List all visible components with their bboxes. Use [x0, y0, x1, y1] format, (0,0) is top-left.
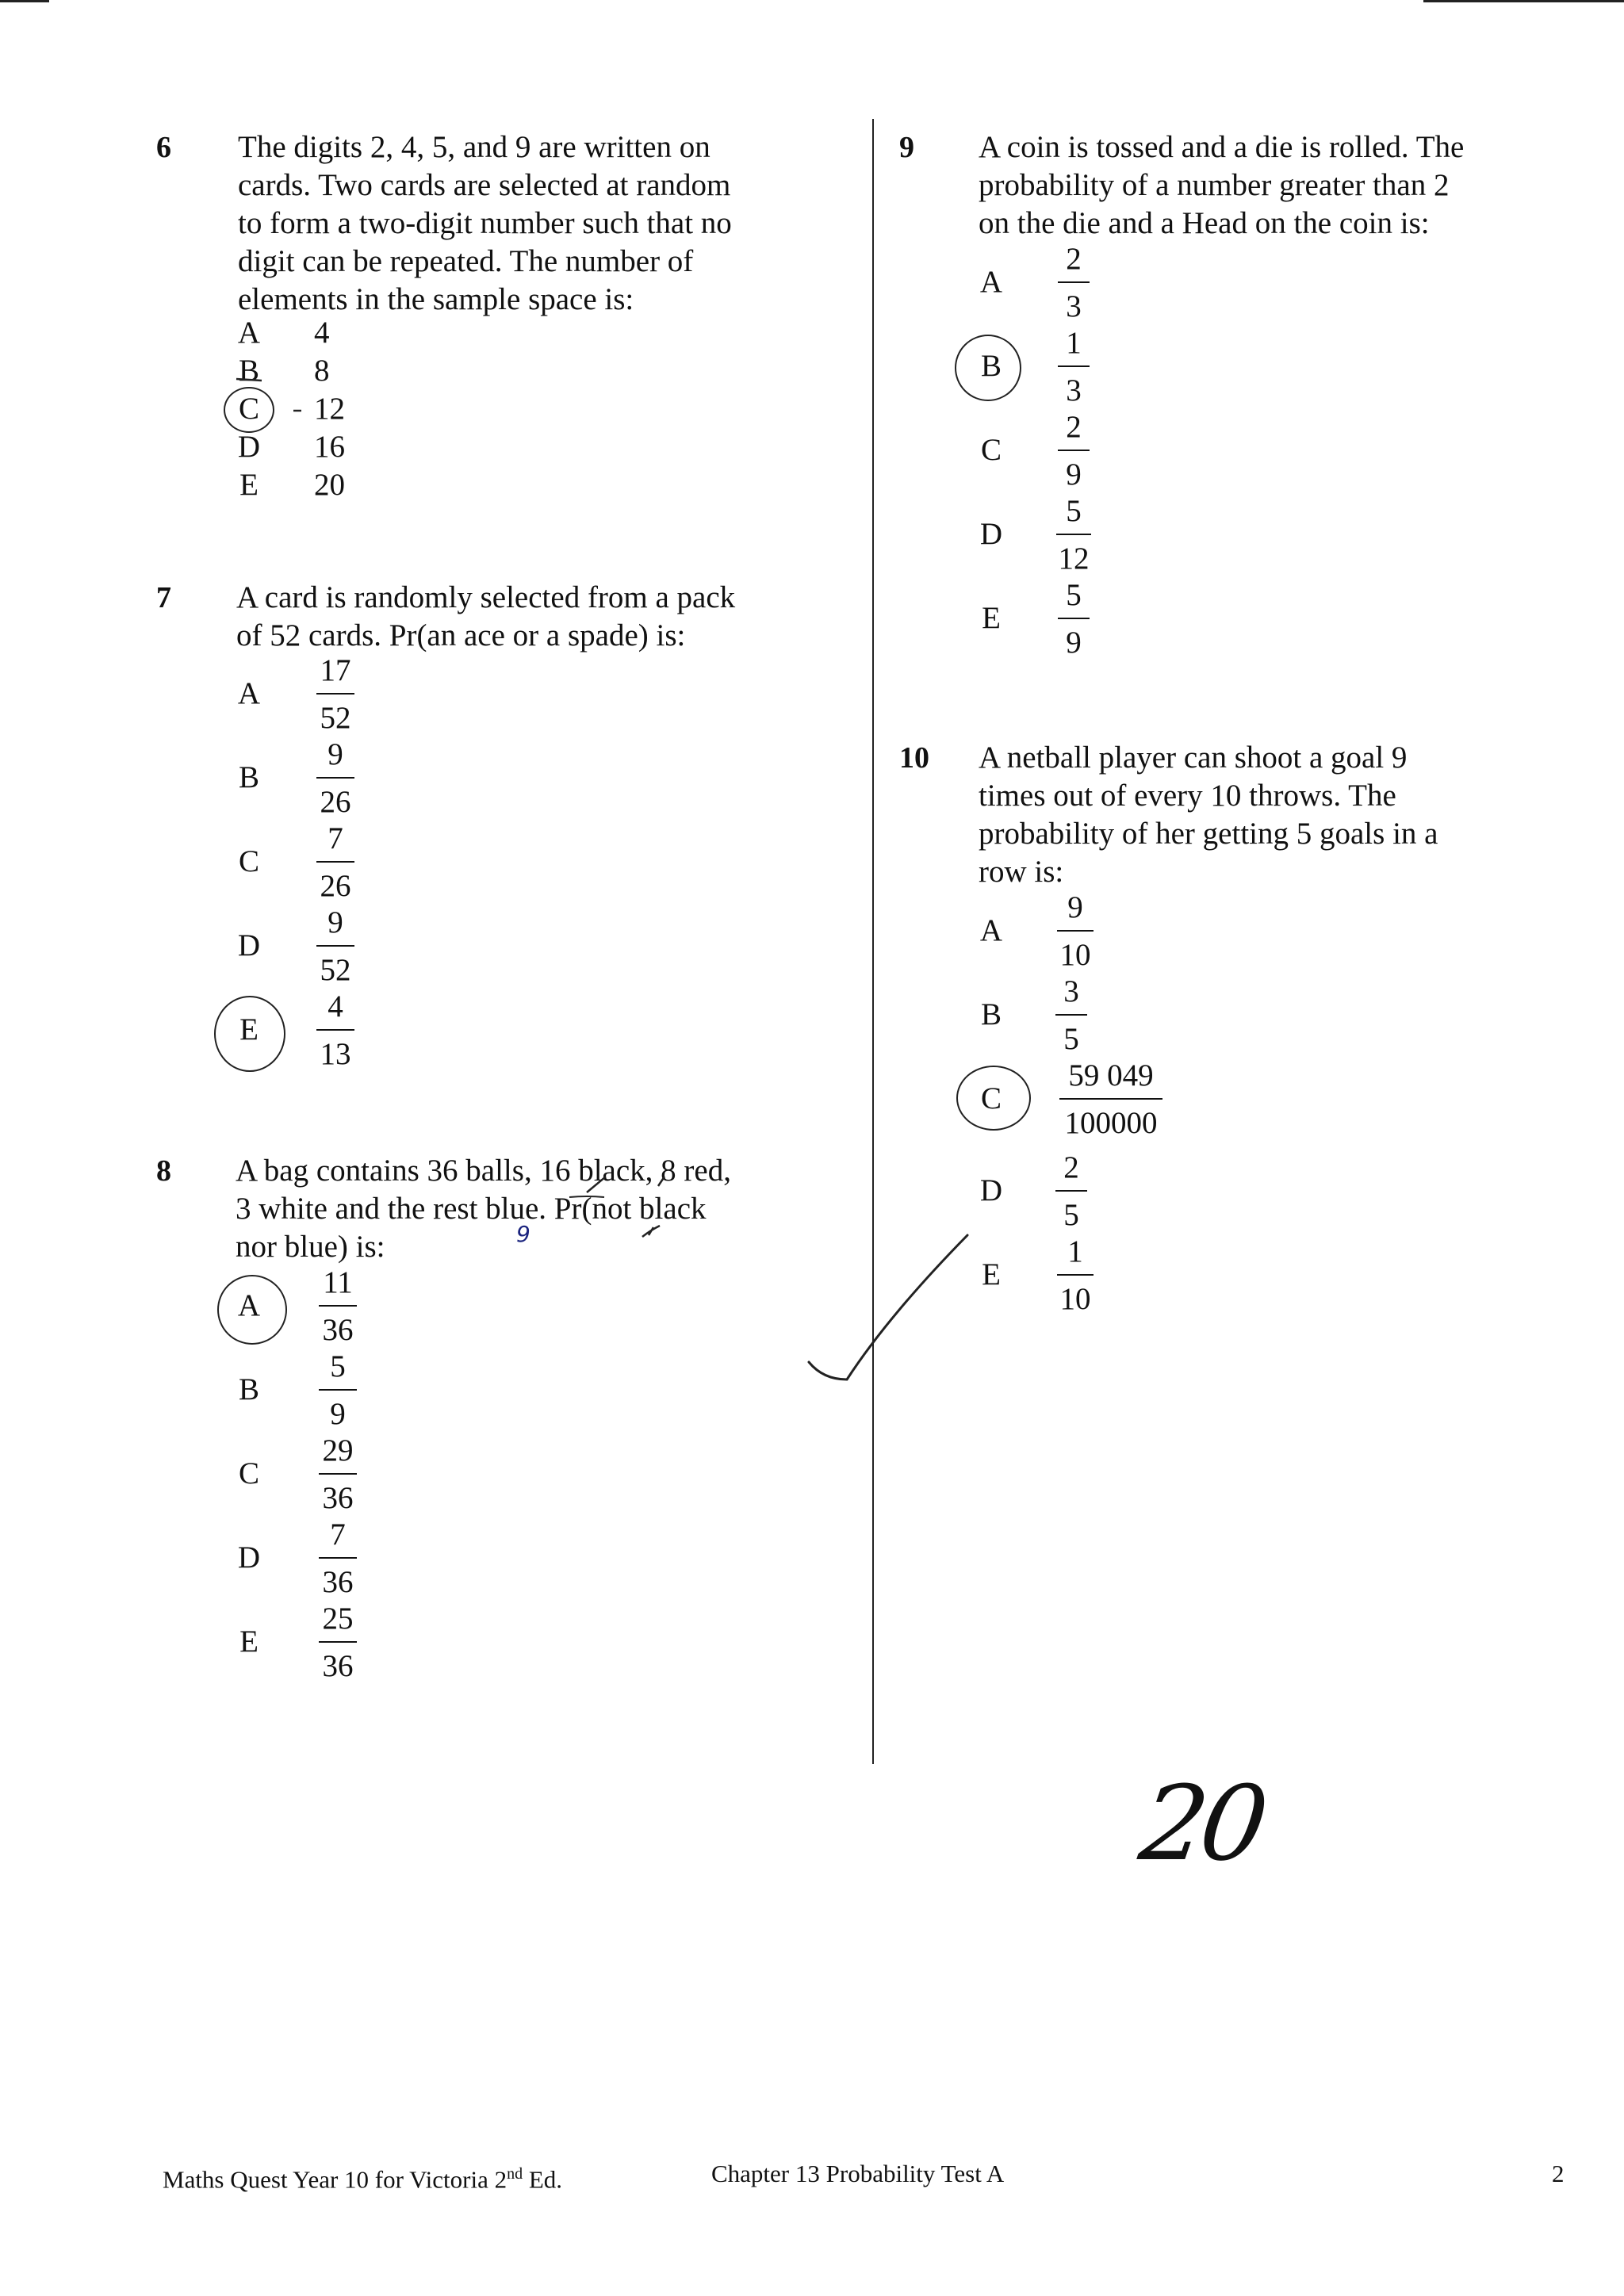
option-letter[interactable]: B [980, 349, 1002, 383]
question-text: A netball player can shoot a goal 9 times out of every 10 throws. The probability of her getting 5 goals in a row is: [979, 740, 1438, 889]
option-fraction: 1 3 [1051, 324, 1096, 410]
option-letter[interactable]: E [239, 468, 259, 502]
option-value: 12 [314, 392, 345, 426]
option-fraction: 29 36 [316, 1432, 360, 1517]
scan-edge-line [0, 0, 49, 2]
footer-chapter-title: Chapter 13 Probability Test A [711, 2160, 1005, 2187]
option-fraction: 5 12 [1051, 492, 1096, 578]
option-letter[interactable]: E [982, 1257, 1001, 1292]
option-letter[interactable]: E [239, 1012, 259, 1047]
option-fraction: 3 5 [1051, 973, 1091, 1058]
option-letter[interactable]: A [237, 676, 261, 710]
option-letter[interactable]: A [979, 913, 1003, 947]
question-number: 10 [899, 741, 929, 775]
option-letter[interactable]: E [239, 1624, 259, 1659]
option-letter[interactable]: D [979, 517, 1003, 551]
option-fraction: 17 52 [313, 652, 358, 737]
question-text: A coin is tossed and a die is rolled. The probability of a number greater than 2 on the die and a Head on the coin is: [979, 130, 1465, 240]
option-fraction: 7 36 [316, 1516, 360, 1601]
question-text: The digits 2, 4, 5, and 9 are written on cards. Two cards are selected at random to form a two-digit number such that no digit can be repeated. The number of elements in the sample space is: [238, 130, 732, 316]
option-fraction: 9 52 [313, 904, 358, 989]
checkmark-icon [801, 1229, 991, 1395]
scan-edge-line [1423, 0, 1624, 2]
option-fraction: 5 9 [1051, 576, 1096, 662]
handwritten-margin-note: 9 [516, 1221, 530, 1247]
question-number: 7 [156, 581, 171, 614]
option-value: 8 [314, 354, 330, 388]
option-letter[interactable]: A [237, 316, 261, 350]
page-number: 2 [1552, 2160, 1565, 2187]
option-fraction: 1 10 [1051, 1233, 1099, 1318]
option-value: 16 [314, 430, 345, 464]
column-divider [872, 119, 874, 1764]
option-value: 20 [314, 468, 345, 502]
answer-circle-mark [217, 1275, 287, 1345]
option-letter[interactable]: A [979, 265, 1003, 299]
option-fraction: 2 3 [1051, 240, 1096, 326]
footer-book-title: Maths Quest Year 10 for Victoria 2nd Ed. [163, 2165, 563, 2194]
option-letter[interactable]: D [237, 928, 261, 962]
pen-tick-marks [230, 373, 325, 436]
option-fraction: 9 26 [313, 736, 358, 821]
option-letter[interactable]: C [238, 844, 259, 878]
answer-circle-mark [956, 1066, 1031, 1131]
option-letter[interactable]: C [980, 433, 1002, 467]
option-letter[interactable]: D [979, 1173, 1003, 1207]
option-letter[interactable]: B [238, 760, 259, 794]
option-fraction: 7 26 [313, 820, 358, 905]
option-fraction: 25 36 [316, 1600, 360, 1686]
option-letter[interactable]: A [237, 1288, 261, 1322]
question-number: 9 [899, 131, 914, 164]
option-letter[interactable]: B [238, 354, 259, 388]
option-fraction: 59 049 100000 [1055, 1057, 1167, 1142]
answer-circle-mark [955, 335, 1021, 401]
option-value: 4 [314, 316, 330, 350]
option-letter[interactable]: C [238, 392, 259, 426]
question-number: 8 [156, 1154, 171, 1188]
option-letter[interactable]: B [980, 997, 1002, 1031]
question-number: 6 [156, 131, 171, 164]
option-fraction: 9 10 [1051, 889, 1099, 974]
option-letter[interactable]: C [238, 1456, 259, 1490]
option-fraction: 2 9 [1051, 408, 1096, 494]
option-fraction: 5 9 [316, 1348, 360, 1433]
option-letter[interactable]: D [237, 430, 261, 464]
answer-circle-mark [214, 996, 285, 1072]
option-letter[interactable]: E [982, 601, 1001, 635]
question-text: A bag contains 36 balls, 16 black, 8 red, 3 white and the rest blue. Pr(not black nor blue) is: [236, 1154, 731, 1264]
option-letter[interactable]: D [237, 1540, 261, 1575]
option-letter[interactable]: C [980, 1081, 1002, 1115]
option-fraction: 11 36 [316, 1264, 360, 1349]
option-fraction: 4 13 [313, 988, 358, 1073]
pen-strike-marks [555, 1148, 793, 1243]
handwritten-score: 20 [1133, 1763, 1270, 1884]
question-text: A card is randomly selected from a pack of 52 cards. Pr(an ace or a spade) is: [236, 580, 736, 652]
option-letter[interactable]: B [238, 1372, 259, 1406]
option-fraction: 2 5 [1051, 1149, 1091, 1234]
